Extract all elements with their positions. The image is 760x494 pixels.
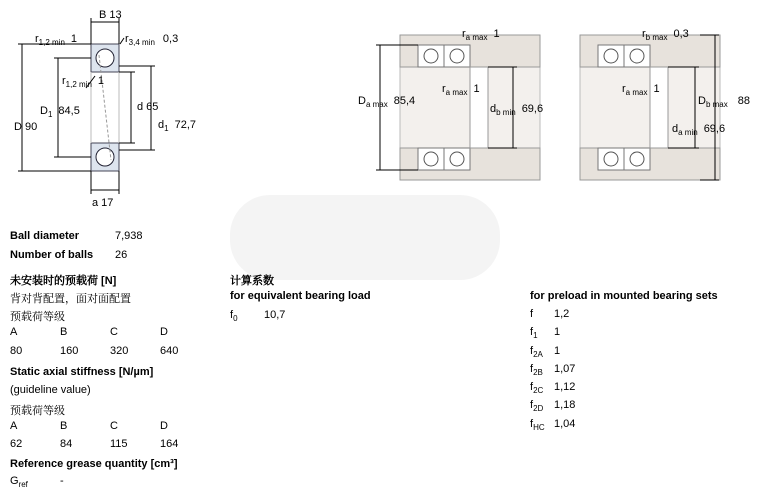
grease-title: Reference grease quantity [cm³] — [10, 458, 178, 470]
D1-label: $D_1$ 84,5 — [40, 105, 80, 119]
factor-f2d-label: $f_{2D}$ — [530, 399, 544, 414]
db-label: $d_{b min}$ 69,6 — [490, 103, 544, 117]
watermark-shape — [230, 195, 500, 280]
stiffness-value-a: 62 — [10, 438, 23, 450]
d-label: d 65 — [137, 101, 159, 113]
abutment-diagram-housing — [350, 15, 550, 190]
preload-subtitle: 背对背配置，面对面配置 — [10, 293, 131, 305]
d1-label: $d_1$ 72,7 — [158, 119, 196, 133]
stiffness-value-c: 115 — [110, 438, 128, 450]
preload-class-d: D — [160, 326, 168, 338]
preload-factors-title: for preload in mounted bearing sets — [530, 290, 718, 302]
stiffness-class-c: C — [110, 420, 118, 432]
stiffness-value-d: 164 — [160, 438, 179, 450]
grease-value: - — [60, 475, 64, 487]
factor-f2d-value: 1,18 — [554, 399, 576, 411]
number-of-balls-label: Number of balls — [10, 249, 94, 261]
factor-f2c-label: $f_{2C}$ — [530, 381, 544, 396]
equivalent-load-title: for equivalent bearing load — [230, 290, 371, 302]
preload-value-b: 160 — [60, 345, 79, 357]
bearing-dimension-diagram — [0, 0, 200, 210]
r12-mid-label: $r_{1,2 min}$ 1 — [62, 75, 105, 89]
factor-f2b-label: $f_{2B}$ — [530, 363, 543, 378]
stiffness-class-a: A — [10, 420, 18, 432]
ra-mid-label: $r_{a max}$ 1 — [622, 83, 660, 97]
D-label: D 90 — [14, 121, 38, 133]
r12-top-label: $r_{1,2 min}$ 1 — [35, 33, 78, 47]
abutment-diagram-shaft — [560, 15, 760, 190]
preload-title: 未安装时的预载荷 [N] — [10, 275, 117, 287]
number-of-balls-value: 26 — [115, 249, 128, 261]
preload-value-c: 320 — [110, 345, 129, 357]
rb-top-label: $r_{b max}$ 0,3 — [642, 28, 689, 42]
factor-f-label: f — [530, 308, 534, 320]
B-label: B 13 — [99, 9, 122, 21]
Db-label: $D_{b max}$ 88 — [698, 95, 750, 109]
stiffness-subtitle: (guideline value) — [10, 384, 91, 396]
stiffness-class-label: 预载荷等级 — [10, 405, 65, 417]
preload-value-d: 640 — [160, 345, 179, 357]
da-label: $d_{a min}$ 69,6 — [672, 123, 726, 137]
f0-value: 10,7 — [264, 309, 286, 321]
ball-diameter-value: 7,938 — [115, 230, 143, 242]
grease-label: $G_{ref}$ — [10, 475, 28, 490]
r34-label: $r_{3,4 min}$ 0,3 — [125, 33, 179, 47]
stiffness-title: Static axial stiffness [N/µm] — [10, 366, 154, 378]
ra-mid-label: $r_{a max}$ 1 — [442, 83, 480, 97]
calc-title: 计算系数 — [230, 275, 274, 287]
factor-f2a-value: 1 — [554, 345, 561, 357]
factor-f1-value: 1 — [554, 326, 561, 338]
factor-f1-label: $f_1$ — [530, 326, 538, 341]
stiffness-value-b: 84 — [60, 438, 73, 450]
Da-label: $D_{a max}$ 85,4 — [358, 95, 416, 109]
preload-value-a: 80 — [10, 345, 23, 357]
stiffness-class-b: B — [60, 420, 68, 432]
preload-class-a: A — [10, 326, 18, 338]
factor-f2a-label: $f_{2A}$ — [530, 345, 543, 360]
stiffness-class-d: D — [160, 420, 168, 432]
ball-diameter-label: Ball diameter — [10, 230, 80, 242]
preload-class-label: 预载荷等级 — [10, 311, 65, 323]
a-label: a 17 — [92, 197, 114, 209]
preload-class-c: C — [110, 326, 118, 338]
f0-label: $f_0$ — [230, 309, 238, 324]
factor-fhc-label: $f_{HC}$ — [530, 418, 545, 433]
factor-f2c-value: 1,12 — [554, 381, 576, 393]
ra-top-label: $r_{a max}$ 1 — [462, 28, 500, 42]
factor-fhc-value: 1,04 — [554, 418, 576, 430]
preload-class-b: B — [60, 326, 68, 338]
factor-f-value: 1,2 — [554, 308, 570, 320]
factor-f2b-value: 1,07 — [554, 363, 576, 375]
